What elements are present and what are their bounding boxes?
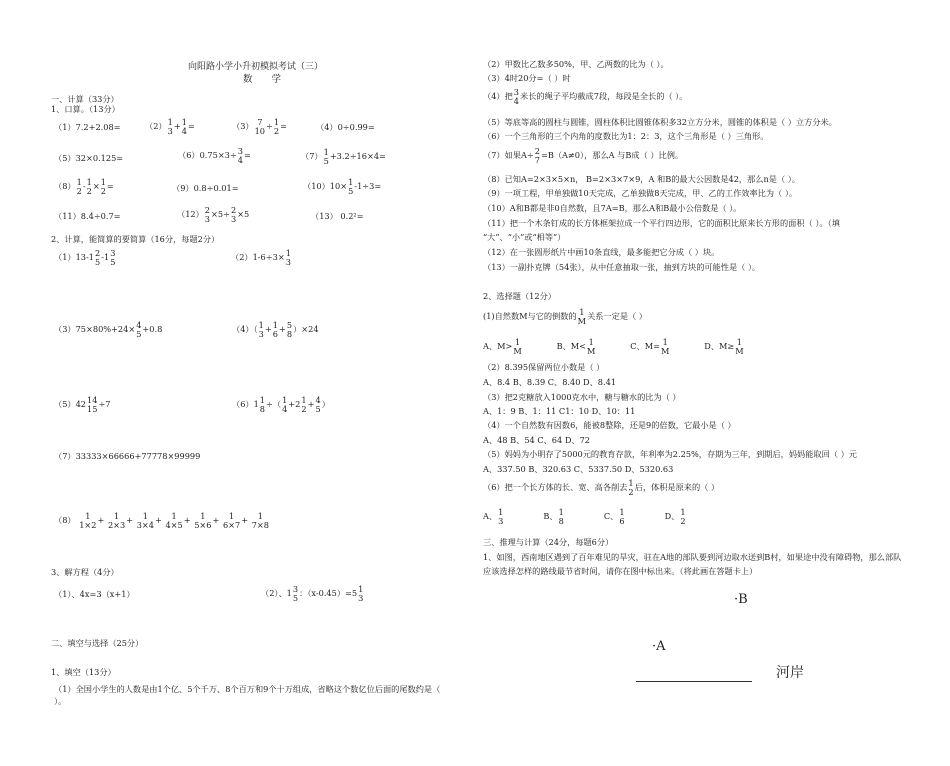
- choice-q4: （4）一个自然数有因数6，能被8整除，还是9的倍数，它最小是（ ）: [483, 420, 736, 430]
- calc-q5: （5）42 14 15 ÷7: [54, 395, 111, 414]
- equation-q2: （2）、1 3 5 ：（x-0.45）=5 1 3: [261, 584, 364, 603]
- oral-q6: （6）0.75×3÷ 3 4 =: [178, 146, 251, 165]
- exam-title: 向阳路小学小升初模拟考试（三）: [188, 62, 324, 72]
- reasoning-q1-cont: 应该选择怎样的路线最节省时间，请你在图中标出来。（将此画在答题卡上）: [483, 566, 758, 576]
- fill-q11-end: “大”、“小”或“相等”）: [483, 232, 566, 242]
- calc-q3: （3）75×80%+24× 4 5 +0.8: [54, 320, 163, 339]
- choice-q1: (1)自然数M与它的倒数的 1 M 关系一定是（ ）: [483, 307, 647, 326]
- oral-q3: （3） 7 10 ÷ 1 2 =: [232, 117, 287, 136]
- choice-q2: （2）8.395保留两位小数是（ ）: [483, 362, 605, 372]
- river-bank-label: 河岸: [776, 665, 804, 681]
- fill-q8: （8）已知A=2×3×5×n， B=2×3×7×9，A 和B的最大公因数是42，那么n是（ ）。: [483, 174, 801, 184]
- choice-q6-options: A、 1 3 B、 1 8 C、 1 6 D、 1 2: [483, 507, 686, 526]
- calc-q2: （2）1-6÷3× 1 3: [231, 248, 291, 267]
- choice-q4-options: A、48 B、54 C、64 D、72: [483, 435, 590, 445]
- oral-q9: （9）0.8÷0.01=: [172, 183, 239, 193]
- oral-q11: （11）8.4÷0.7=: [54, 211, 121, 221]
- fill-heading: 1、填空（13分）: [51, 667, 116, 677]
- oral-q4: （4）0÷0.99=: [316, 122, 375, 132]
- oral-q10: （10）10× 1 5 -1÷3=: [303, 177, 382, 196]
- oral-q8: （8） 1 2 - 1 2 × 1 2 =: [54, 177, 114, 196]
- choice-q6: （6）把一个长方体的长、宽、高各削去 1 2 后，体积是原来的（ ）: [483, 478, 720, 497]
- oral-calc-heading: 1、口算。（13分）: [51, 104, 120, 114]
- choice-q2-options: A、8.4 B、8.39 C、8.40 D、8.41: [483, 377, 617, 387]
- equation-q1: （1）、4x=3（x+1）: [54, 589, 135, 599]
- choice-q1-options: A、M> 1 M B、M< 1 M C、M= 1 M D、M≥ 1 M: [483, 337, 744, 356]
- fill-q7: （7）如果A÷ 2 7 =B（A≠0），那么A 与B成（ ）比例。: [483, 146, 684, 165]
- oral-q5: （5）32×0.125=: [54, 153, 124, 163]
- fill-q3: （3）4时20分=（ ）时: [483, 73, 571, 83]
- reasoning-q1: 1、如图，西南地区遇到了百年难见的旱灾，驻在A地的部队要到河边取水送到B村，如果途中没有障碍物，那么部队: [483, 552, 902, 562]
- choice-q3: （3）把2克糖放入1000克水中，糖与糖水的比为（ ）: [483, 392, 681, 402]
- fill-q9: （9）一项工程，甲单独做10天完成，乙单独做8天完成，甲、乙的工作效率比为（ ）。: [483, 188, 798, 198]
- choice-q5: （5）妈妈为小明存了5000元的教育存款，年利率为2.25%，存期为三年，到期后，妈妈能取回（ ）元: [483, 449, 857, 459]
- oral-q7: （7） 1 5 +3.2÷16×4=: [301, 147, 386, 166]
- choice-q3-options: A、1：9 B、1：11 C1：10 D、10：11: [483, 406, 636, 416]
- calc-q8: （8） 1 1×2 + 1 2×3 + 1 3×4 + 1 4×5 + 1 5×6 + 1 6×7 + 1 7×8: [54, 511, 269, 530]
- fill-q2: （2）甲数比乙数多50%，甲、乙两数的比为（ ）。: [483, 59, 669, 69]
- fill-q10: （10）A和B都是非0自然数，且7A=B，那么A和B最小公倍数是（ ）。: [483, 203, 742, 213]
- subject-heading: 数 学: [243, 74, 290, 85]
- fill-q12: （12）在一张圆形纸片中画10条直线，最多能把它分成（ ）块。: [483, 247, 720, 257]
- fill-q13: （13）一副扑克牌（54张），从中任意抽取一张，抽到方块的可能性是（ ）。: [483, 262, 761, 272]
- river-bank-line: [636, 681, 752, 682]
- calc-q1: （1）13-1 2 5 -1 3 5: [54, 248, 116, 267]
- oral-q1: （1）7.2+2.08=: [54, 122, 121, 132]
- point-b-label: ·B: [734, 592, 748, 607]
- fill-q4: （4）把 3 4 米长的绳子平均截成7段，每段是全长的（ ）。: [483, 87, 688, 106]
- oral-q13: （13） 0.2²=: [311, 211, 364, 221]
- fill-q5: （5）等底等高的圆柱与圆锥，圆柱体积比圆锥体积多32立方分米，圆锥的体积是（ ）立方分米。: [483, 117, 837, 127]
- oral-q12: （12） 2 3 ×5÷ 2 3 ×5: [177, 205, 250, 224]
- point-a-label: ·A: [652, 639, 666, 654]
- fill-q1-end: ）。: [54, 696, 67, 706]
- equation-heading: 3、解方程（4分）: [51, 567, 119, 577]
- section-2-heading: 二、填空与选择（25分）: [51, 638, 144, 648]
- calc-heading: 2、计算，能简算的要简算（16分，每题2分）: [51, 234, 220, 244]
- choice-q5-options: A、337.50 B、320.63 C、5337.50 D、5320.63: [483, 464, 674, 474]
- section-3-heading: 三、推理与计算（24分，每题6分）: [483, 537, 614, 547]
- fill-q6: （6）一个三角形的三个内角的度数比为1：2：3，这个三角形是（ ）三角形。: [483, 131, 769, 141]
- fill-q11: （11）把一个木条钉成的长方体框架拉成一个平行四边形，它的面积比原来长方形的面积（ ）。（填: [483, 218, 840, 228]
- calc-q4: （4）（ 1 3 + 1 6 + 5 8 ）×24: [232, 320, 319, 339]
- choice-heading: 2、选择题（12分）: [483, 291, 556, 301]
- oral-q2: （2） 1 3 + 1 4 =: [145, 117, 195, 136]
- section-1-heading: 一、计算（33分）: [51, 94, 119, 104]
- calc-q6: （6）1 1 8 ÷（ 1 4 +2 1 2 + 4 5 ）: [232, 395, 330, 414]
- calc-q7: （7）33333×66666+77778×99999: [54, 451, 201, 461]
- fill-q1: （1）全国小学生的人数是由1个亿、5个千万、8个百万和9个十万组成，省略这个数亿位后面的尾数约是（: [54, 684, 441, 694]
